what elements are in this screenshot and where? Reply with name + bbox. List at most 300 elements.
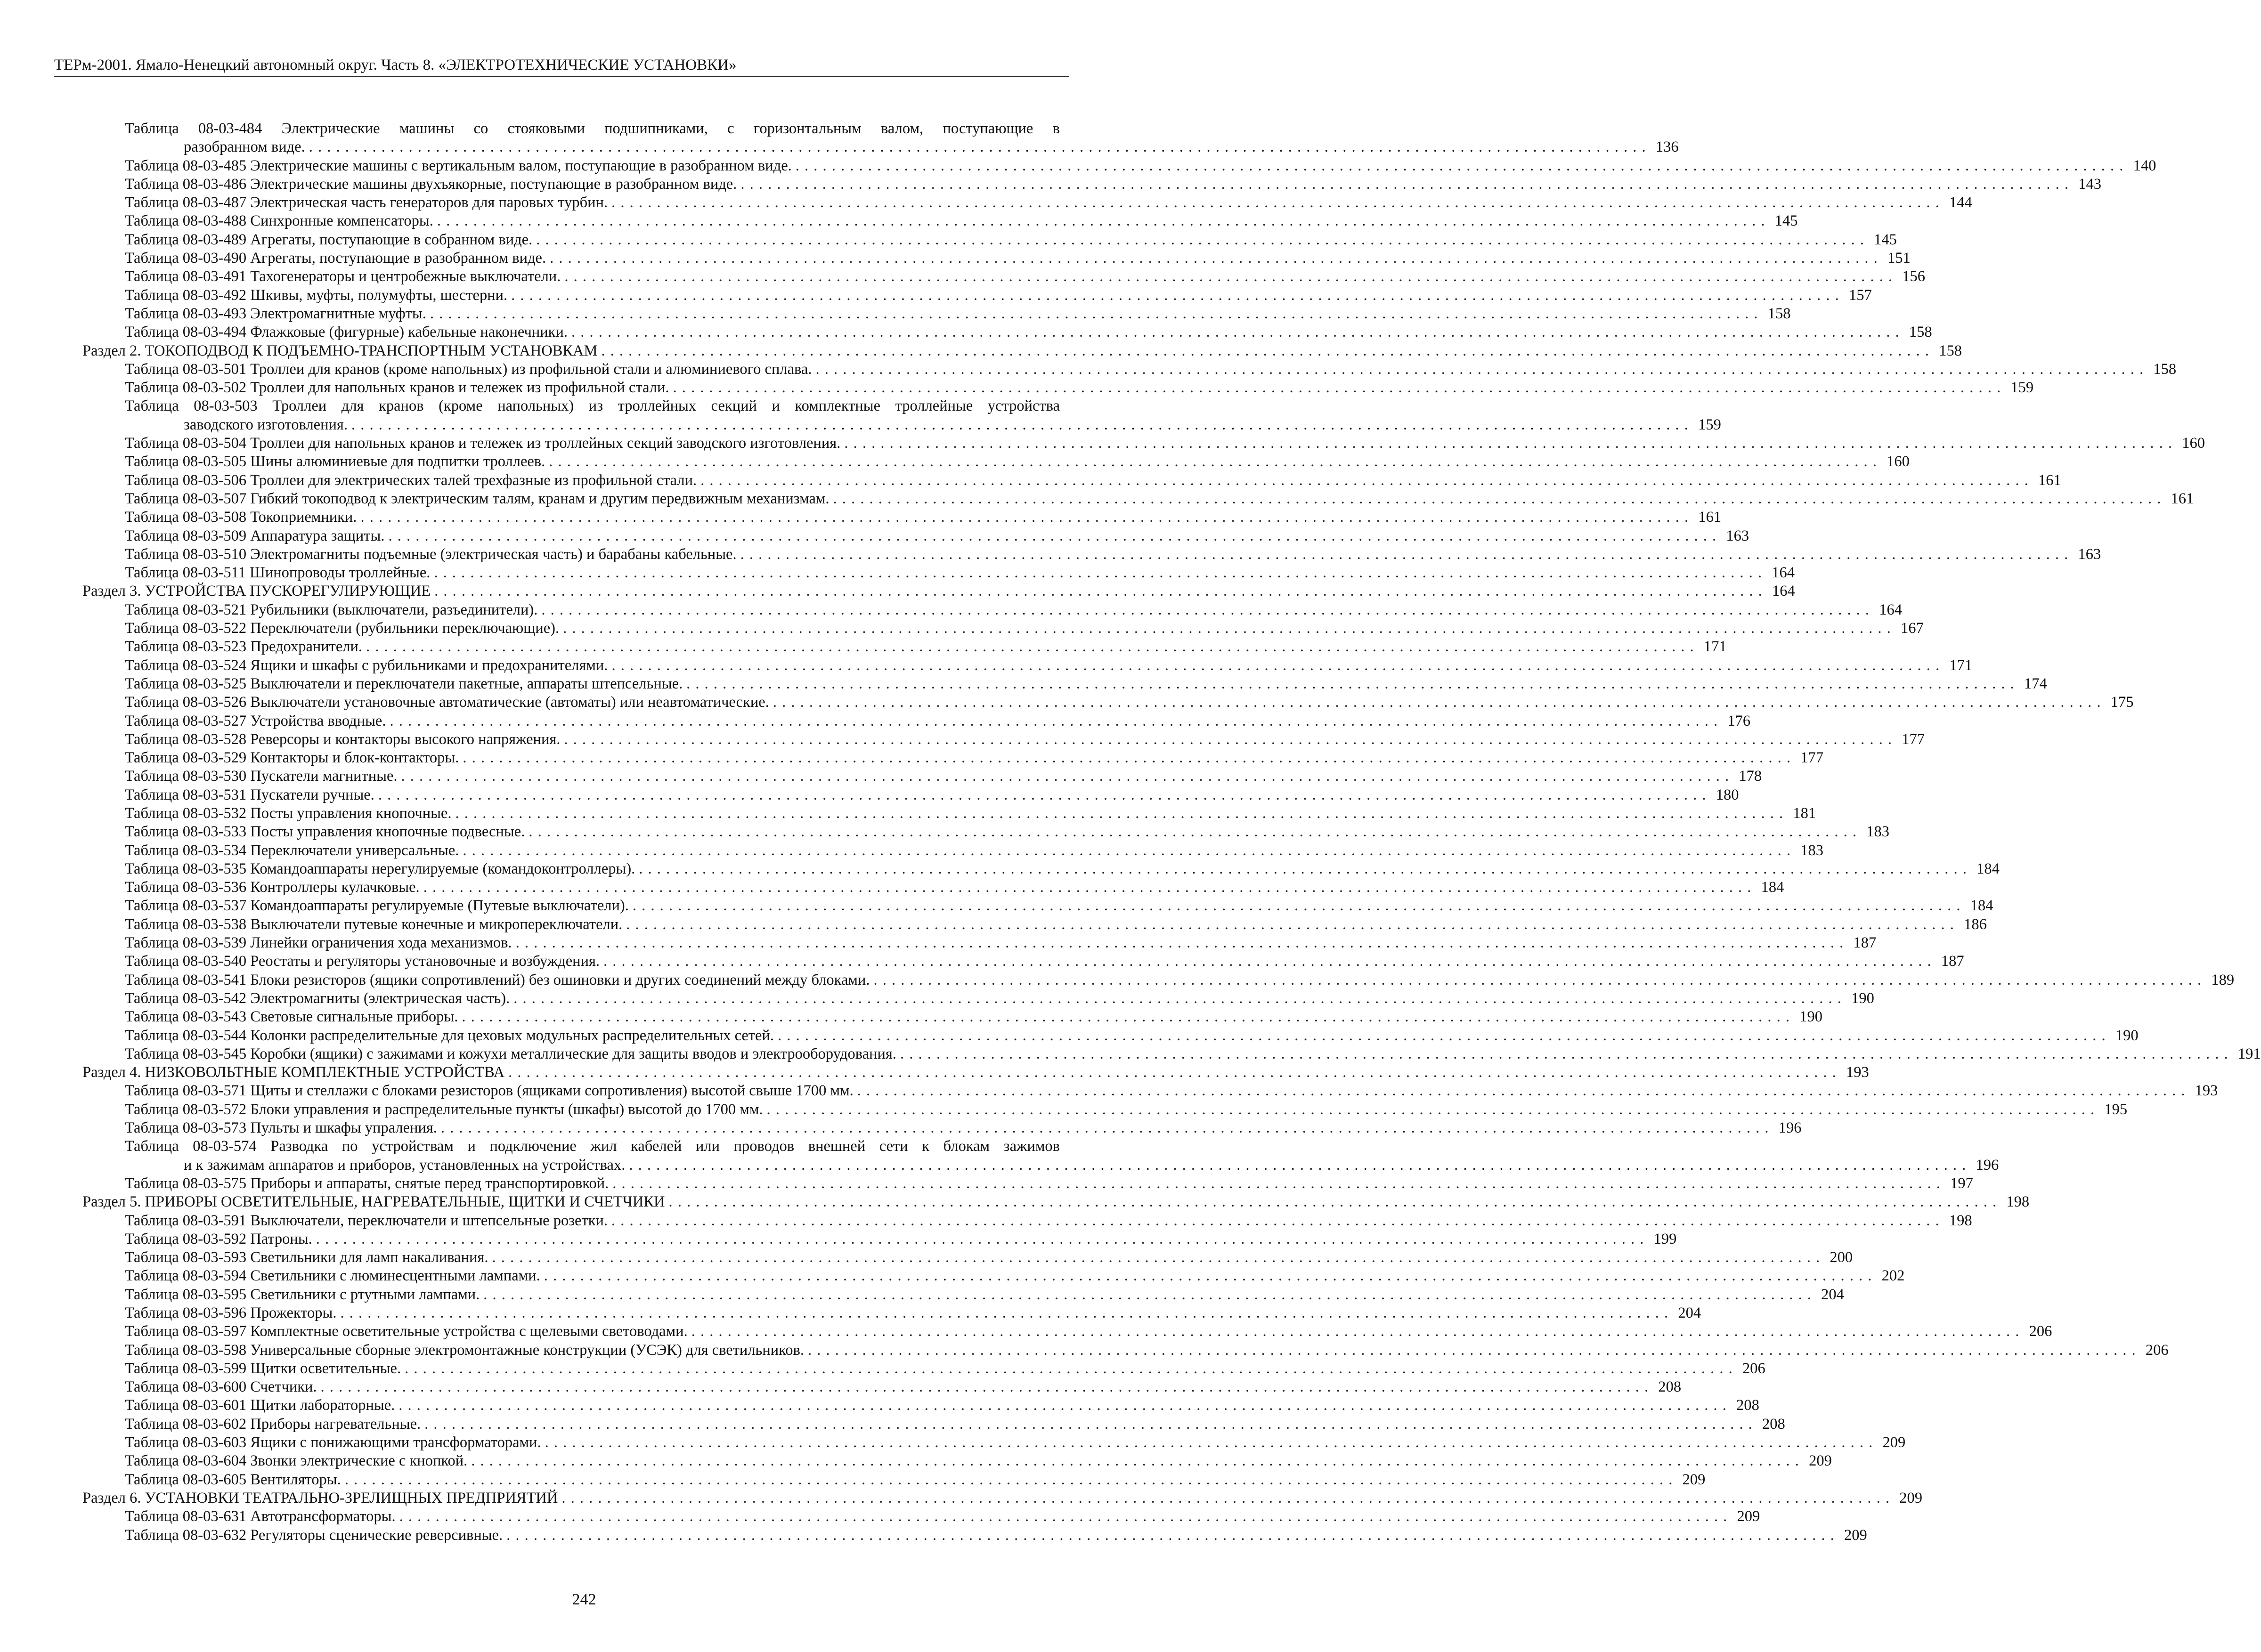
leader-dots: [544, 1267, 1872, 1285]
toc-entry[interactable]: [82, 1507, 1760, 1526]
leader-dots: [626, 915, 1954, 934]
toc-entry-title: Таблица 08-03-507 Гибкий токоподвод к электрическим талям, кранам и другим передвижным механизмам.: [125, 490, 830, 507]
toc-entry[interactable]: [82, 878, 1784, 897]
toc-entry-title: Таблица 08-03-510 Электромагниты подъемные (электрическая часть) и барабаны кабельные.: [125, 545, 737, 563]
toc-entry[interactable]: [82, 804, 1816, 823]
toc-entry-title-continued: заводского изготовления.: [184, 416, 348, 433]
leader-dots: [321, 1378, 1649, 1396]
toc-entry-title: Таблица 08-03-521 Рубильники (выключатели, разъединители).: [125, 601, 538, 618]
leader-dots: [390, 712, 1717, 730]
toc-entry-title: Таблица 08-03-525 Выключатели и переключатели пакетные, аппараты штепсельные.: [125, 675, 683, 692]
toc-page-number: 184: [1761, 879, 1784, 896]
toc-page-number: 183: [1800, 842, 1824, 859]
toc-entry[interactable]: [82, 675, 2047, 693]
toc-page-number: 164: [1772, 583, 1795, 600]
leader-dots: [345, 1471, 1673, 1489]
toc-entry-title: Таблица 08-03-488 Синхронные компенсаторы.: [125, 212, 433, 230]
toc-entry[interactable]: [82, 767, 1762, 786]
toc-entry[interactable]: [82, 656, 1973, 675]
leader-dots: [611, 656, 1939, 675]
toc-entry-title: Таблица 08-03-529 Контакторы и блок-контакторы.: [125, 749, 459, 767]
toc-entry-multiline[interactable]: [82, 120, 1679, 157]
leader-dots: [673, 379, 2001, 397]
toc-page-number: 178: [1739, 768, 1762, 785]
toc-page-number: 190: [1851, 989, 1874, 1007]
toc-entry[interactable]: [82, 323, 1932, 341]
toc-entry-title: Таблица 08-03-538 Выключатели путевые конечные и микропереключатели.: [125, 915, 623, 933]
toc-entry[interactable]: [82, 619, 1924, 638]
toc-entry[interactable]: [82, 934, 1877, 952]
toc-entry[interactable]: [82, 379, 2034, 397]
toc-entry-title: Таблица 08-03-542 Электромагниты (электрическая часть).: [125, 989, 510, 1007]
leader-dots: [639, 860, 1967, 878]
leader-dots: [388, 527, 1716, 545]
toc-entry[interactable]: [82, 1378, 1682, 1396]
toc-entry-title: Таблица 08-03-526 Выключатели установочные автоматические (автоматы) или неавтоматические.: [125, 694, 769, 711]
leader-dots: [340, 1304, 1668, 1322]
leader-dots: [513, 989, 1841, 1008]
toc-entry-title: Таблица 08-03-632 Регуляторы сценические реверсивные.: [125, 1526, 503, 1544]
toc-page-number: 159: [1698, 416, 1721, 433]
toc-page-number: 161: [1698, 509, 1722, 526]
toc-entry-title: Таблица 08-03-492 Шкивы, муфты, полумуфты, шестерни.: [125, 286, 508, 304]
toc-entry-title: Таблица 08-03-509 Аппаратура защиты.: [125, 527, 385, 544]
toc-entry-title: Таблица 08-03-511 Шинопроводы троллейные.: [125, 564, 431, 582]
leader-dots: [561, 1489, 1889, 1507]
toc-entry-line-1: [125, 397, 1060, 415]
toc-entry-title: Таблица 08-03-605 Вентиляторы.: [125, 1471, 341, 1488]
toc-entry-title: Таблица 08-03-536 Контроллеры кулачковые.: [125, 879, 420, 896]
toc-entry-title: Таблица 08-03-527 Устройства вводные.: [125, 712, 386, 729]
leader-dots: [844, 434, 2172, 453]
toc-page-number: 186: [1964, 915, 1987, 933]
toc-entry[interactable]: [82, 545, 2101, 564]
running-header: ТЕРм-2001. Ямало-Ненецкий автономный округ. Часть 8. «ЭЛЕКТРОТЕХНИЧЕСКИЕ УСТАНОВКИ»: [54, 57, 737, 73]
leader-dots: [423, 878, 1751, 897]
leader-dots: [700, 471, 2028, 490]
leader-dots: [434, 582, 1762, 600]
toc-page-number: 196: [1778, 1119, 1802, 1137]
toc-page-number: 164: [1772, 564, 1795, 582]
toc-page-number: 193: [2195, 1082, 2218, 1100]
leader-dots: [529, 823, 1856, 841]
toc-entry[interactable]: [82, 1322, 2052, 1341]
leader-dots: [550, 249, 1878, 267]
toc-section-heading[interactable]: [82, 342, 1962, 360]
toc-entry-title: Таблица 08-03-541 Блоки резисторов (ящики сопротивлений) без ошиновки и других соединений между блоками.: [125, 971, 870, 988]
toc-page-number: 158: [1767, 305, 1791, 322]
toc-entry-title: Таблица 08-03-603 Ящики с понижающими трансформаторами.: [125, 1434, 541, 1451]
toc-entry[interactable]: [82, 508, 1722, 526]
toc-page-number: 209: [1809, 1452, 1832, 1470]
toc-entry[interactable]: [82, 897, 1993, 915]
toc-entry[interactable]: [82, 1433, 1906, 1452]
leader-dots: [611, 1212, 1939, 1230]
toc-page-number: 187: [1941, 953, 1964, 970]
toc-entry-line-1: [125, 1137, 1060, 1156]
toc-entry[interactable]: [82, 249, 1911, 267]
toc-page-number: 156: [1902, 268, 1925, 285]
toc-entry-title: Таблица 08-03-602 Приборы нагревательные.: [125, 1415, 421, 1433]
leader-dots: [430, 305, 1758, 323]
leader-dots: [612, 1174, 1940, 1193]
leader-dots: [455, 804, 1783, 823]
toc-page-number: 209: [1899, 1489, 1923, 1506]
leader-dots: [437, 212, 1765, 230]
toc-page-number: 167: [1900, 620, 1924, 637]
toc-entry[interactable]: [82, 1174, 1973, 1193]
toc-entry-title: Таблица 08-03-530 Пускатели магнитные.: [125, 768, 398, 785]
toc-entry[interactable]: [82, 286, 1872, 305]
toc-entry[interactable]: [82, 1415, 1785, 1433]
toc-page-number: 208: [1736, 1397, 1759, 1414]
toc-entry-title: Таблица 08-03-504 Троллеи для напольных кранов и тележек из троллейных секций заводского изготовления.: [125, 435, 841, 452]
toc-entry[interactable]: [82, 434, 2205, 453]
leader-dots: [471, 1452, 1799, 1470]
toc-entry[interactable]: [82, 1526, 1867, 1545]
toc-entry-title: Таблица 08-03-599 Щитки осветительные.: [125, 1360, 401, 1377]
leader-dots: [463, 842, 1790, 860]
toc-page-number: 206: [1742, 1360, 1765, 1377]
leader-dots: [378, 786, 1706, 804]
leader-dots: [399, 1507, 1727, 1526]
toc-entry-title: Таблица 08-03-506 Троллеи для электрических талей трехфазные из профильной стали.: [125, 471, 697, 489]
toc-entry[interactable]: [82, 305, 1791, 323]
toc-page-number: 190: [1799, 1008, 1823, 1026]
toc-entry-title: Таблица 08-03-503 Троллеи для кранов (кроме напольных) из троллейных секций и комплектные троллейные устройства: [125, 397, 1060, 415]
leader-dots: [424, 1415, 1752, 1433]
toc-entry[interactable]: [82, 749, 1823, 767]
toc-entry[interactable]: [82, 1082, 2218, 1100]
toc-entry[interactable]: [82, 1248, 1853, 1267]
toc-page-number: 144: [1949, 194, 1972, 211]
toc-page-number: 160: [2182, 435, 2205, 452]
toc-entry[interactable]: [82, 712, 1751, 730]
toc-section-heading[interactable]: [82, 582, 1795, 600]
toc-entry[interactable]: [82, 212, 1798, 230]
leader-dots: [483, 1286, 1811, 1304]
toc-entry-title: Таблица 08-03-490 Агрегаты, поступающие в разобранном виде.: [125, 250, 546, 267]
toc-entry-title: Таблица 08-03-524 Ящики и шкафы с рубильниками и предохранителями.: [125, 656, 608, 674]
toc-entry-line-2: [125, 416, 1721, 434]
toc-entry-title: Таблица 08-03-537 Командоаппараты регулируемые (Путевые выключатели).: [125, 897, 629, 915]
toc-entry[interactable]: [82, 231, 1897, 249]
toc-page-number: 209: [1882, 1434, 1906, 1451]
toc-entry-title: Таблица 08-03-545 Коробки (ящики) с зажимами и кожухи металлические для защиты вводов и электрооборудования.: [125, 1045, 896, 1062]
leader-dots: [401, 767, 1729, 786]
leader-dots: [571, 323, 1899, 341]
toc-entry-title: Таблица 08-03-489 Агрегаты, поступающие в собранном виде.: [125, 231, 533, 248]
toc-page-number: 140: [2133, 157, 2156, 174]
header-rule: [54, 76, 1069, 77]
toc-page-number: 177: [1902, 730, 1925, 748]
leader-dots: [541, 601, 1869, 619]
toc-entry[interactable]: [82, 267, 1925, 286]
toc-entry[interactable]: [82, 1452, 1832, 1470]
toc-page-number: 209: [1682, 1471, 1706, 1488]
toc-entry-title: Таблица 08-03-484 Электрические машины со стояковыми подшипниками, с горизонтальным валом, поступающие в: [125, 120, 1060, 137]
toc-entry-title: Таблица 08-03-505 Шины алюминиевые для подпитки троллеев.: [125, 453, 545, 470]
toc-section-heading[interactable]: [82, 1063, 1869, 1082]
toc-entry[interactable]: [82, 842, 1824, 860]
leader-dots: [611, 194, 1939, 212]
toc-page-number: 145: [1774, 212, 1798, 230]
toc-page-number: 193: [1846, 1064, 1869, 1081]
leader-dots: [316, 1230, 1644, 1248]
toc-page-number: 198: [1949, 1212, 1972, 1229]
toc-entry-title: Таблица 08-03-604 Звонки электрические с кнопкой.: [125, 1452, 468, 1470]
toc-entry[interactable]: [82, 194, 1972, 212]
toc-entry-title-continued: и к зажимам аппаратов и приборов, установленных на устройствах.: [184, 1156, 626, 1174]
toc-page-number: 191: [2237, 1045, 2261, 1062]
leader-dots: [434, 564, 1762, 582]
toc-entry[interactable]: [82, 175, 2101, 194]
toc-entry[interactable]: [82, 971, 2235, 989]
toc-entry-title: Таблица 08-03-540 Реостаты и регуляторы установочные и возбуждения.: [125, 953, 600, 970]
toc-entry[interactable]: [82, 1286, 1844, 1304]
toc-entry-line-1: [125, 120, 1060, 138]
toc-page-number: 190: [2115, 1027, 2139, 1044]
leader-dots: [633, 897, 1960, 915]
toc-page-number: 151: [1887, 250, 1911, 267]
toc-page-number: 163: [2078, 545, 2101, 563]
leader-dots: [857, 1082, 2185, 1100]
toc-page-number: 160: [1887, 453, 1910, 470]
toc-entry[interactable]: [82, 1101, 2128, 1119]
toc-page-number: 171: [1703, 638, 1727, 656]
toc-page-number: 202: [1881, 1267, 1905, 1285]
toc-entry-title: Таблица 08-03-486 Электрические машины двухъякорные, поступающие в разобранном виде.: [125, 175, 737, 193]
toc-page-number: 208: [1658, 1378, 1682, 1396]
toc-page-number: 145: [1874, 231, 1897, 248]
toc-entry-title: Таблица 08-03-494 Флажковые (фигурные) кабельные наконечники.: [125, 324, 568, 341]
leader-dots: [508, 1063, 1836, 1082]
toc-entry[interactable]: [82, 786, 1739, 804]
toc-page-number: 208: [1762, 1415, 1785, 1433]
leader-dots: [773, 693, 2101, 712]
toc-page-number: 159: [2010, 379, 2034, 397]
toc-page-number: 158: [2153, 360, 2177, 378]
toc-entry-title: Таблица 08-03-485 Электрические машины с вертикальным валом, поступающие в разобранном виде.: [125, 157, 792, 174]
toc-entry-title: Таблица 08-03-533 Посты управления кнопочные подвесные.: [125, 823, 525, 841]
leader-dots: [686, 675, 2014, 693]
leader-dots: [564, 730, 1892, 749]
toc-page-number: 161: [2171, 490, 2194, 507]
toc-entry[interactable]: [82, 157, 2156, 175]
toc-entry[interactable]: [82, 823, 1889, 841]
toc-section-heading[interactable]: [82, 1489, 1923, 1507]
toc-page-number: 196: [1976, 1156, 1999, 1174]
toc-page-number: 143: [2078, 175, 2101, 193]
leader-dots: [545, 1433, 1873, 1452]
toc-page-number: 174: [2024, 675, 2047, 692]
leader-dots: [873, 971, 2201, 989]
toc-entry-title-continued: разобранном виде.: [184, 138, 305, 156]
leader-dots: [601, 342, 1929, 360]
toc-page-number: 209: [1844, 1526, 1867, 1544]
toc-entry[interactable]: [82, 1008, 1823, 1026]
toc-entry-title: Таблица 08-03-532 Посты управления кнопочные.: [125, 804, 452, 822]
toc-entry-title: Таблица 08-03-523 Предохранители.: [125, 638, 363, 656]
toc-entry-title: Таблица 08-03-493 Электромагнитные муфты.: [125, 305, 426, 322]
toc-entry-title: Таблица 08-03-631 Автотрансформаторы.: [125, 1508, 396, 1525]
toc-entry-line-2: [125, 138, 1679, 156]
leader-dots: [536, 231, 1864, 249]
toc-entry-title: Таблица 08-03-535 Командоаппараты нерегулируемые (командоконтроллеры).: [125, 860, 635, 877]
toc-entry[interactable]: [82, 1045, 2261, 1063]
leader-dots: [516, 934, 1844, 952]
table-of-contents: [82, 120, 2261, 1545]
toc-page-number: 206: [2029, 1323, 2052, 1340]
toc-entry-title: Таблица 08-03-539 Линейки ограничения хода механизмов.: [125, 934, 512, 952]
toc-entry[interactable]: [82, 527, 1749, 545]
toc-page-number: 177: [1800, 749, 1823, 767]
toc-entry[interactable]: [82, 1304, 1701, 1322]
toc-page-number: 204: [1821, 1286, 1844, 1303]
leader-dots: [506, 1526, 1834, 1545]
toc-entry[interactable]: [82, 564, 1795, 582]
toc-entry[interactable]: [82, 1212, 1972, 1230]
toc-entry[interactable]: [82, 989, 1874, 1008]
toc-entry-title: Таблица 08-03-596 Прожекторы.: [125, 1304, 337, 1321]
page-number: 242: [572, 1591, 596, 1608]
toc-entry[interactable]: [82, 360, 2177, 379]
leader-dots: [463, 749, 1790, 767]
toc-entry[interactable]: [82, 1396, 1759, 1415]
leader-dots: [405, 1360, 1732, 1378]
toc-section-heading[interactable]: [82, 1193, 2030, 1211]
leader-dots: [366, 638, 1694, 656]
leader-dots: [629, 1156, 1966, 1174]
toc-page-number: 197: [1950, 1174, 1973, 1192]
leader-dots: [796, 157, 2123, 175]
toc-entry-title: Таблица 08-03-502 Троллеи для напольных кранов и тележек из профильной стали.: [125, 379, 669, 397]
toc-page-number: 161: [2038, 471, 2061, 489]
toc-page-number: 171: [1949, 656, 1973, 674]
toc-page-number: 184: [1976, 860, 2000, 877]
toc-entry[interactable]: [82, 730, 1925, 749]
leader-dots: [563, 619, 1891, 638]
toc-entry-title: Таблица 08-03-528 Реверсоры и контакторы высокого напряжения.: [125, 730, 561, 748]
toc-entry[interactable]: [82, 915, 1987, 934]
toc-entry-title: Таблица 08-03-592 Патроны.: [125, 1230, 312, 1247]
toc-page-number: 183: [1866, 823, 1889, 841]
toc-page-number: 164: [1879, 601, 1902, 618]
leader-dots: [511, 286, 1839, 305]
toc-page-number: 158: [1909, 324, 1932, 341]
toc-page-number: 163: [1726, 527, 1749, 544]
toc-entry-title: Таблица 08-03-600 Счетчики.: [125, 1378, 317, 1396]
section-title: Раздел 6. УСТАНОВКИ ТЕАТРАЛЬНО-ЗРЕЛИЩНЫХ ПРЕДПРИЯТИЙ: [82, 1489, 558, 1506]
leader-dots: [900, 1045, 2228, 1063]
toc-entry[interactable]: [82, 1341, 2169, 1360]
toc-entry-title: Таблица 08-03-543 Световые сигнальные приборы.: [125, 1008, 458, 1026]
toc-entry-title: Таблица 08-03-501 Троллеи для кранов (кроме напольных) из профильной стали и алюминиевого сплава.: [125, 360, 812, 378]
leader-dots: [778, 1027, 2106, 1045]
toc-entry[interactable]: [82, 1471, 1706, 1489]
toc-entry[interactable]: [82, 1027, 2139, 1045]
leader-dots: [462, 1008, 1789, 1026]
toc-entry[interactable]: [82, 1267, 1905, 1285]
toc-entry-title: Таблица 08-03-573 Пульты и шкафы упраления.: [125, 1119, 437, 1137]
section-title: Раздел 2. ТОКОПОДВОД К ПОДЪЕМНО-ТРАНСПОРТНЫМ УСТАНОВКАМ: [82, 342, 598, 359]
toc-entry[interactable]: [82, 1230, 1677, 1248]
toc-entry-title: Таблица 08-03-491 Тахогенераторы и центробежные выключатели.: [125, 268, 561, 285]
toc-entry-title: Таблица 08-03-571 Щиты и стеллажи с блоками резисторов (ящиками сопротивления) высотой свыше 1700 мм.: [125, 1082, 854, 1100]
toc-entry[interactable]: [82, 1119, 1802, 1137]
leader-dots: [399, 1396, 1726, 1415]
toc-entry[interactable]: [82, 1360, 1765, 1378]
leader-dots: [740, 175, 2068, 194]
leader-dots: [351, 416, 1688, 434]
toc-page-number: 189: [2211, 971, 2235, 988]
leader-dots: [691, 1322, 2019, 1341]
toc-page-number: 180: [1716, 786, 1739, 803]
toc-entry-title: Таблица 08-03-531 Пускатели ручные.: [125, 786, 374, 803]
toc-entry[interactable]: [82, 601, 1902, 619]
toc-entry[interactable]: [82, 638, 1727, 656]
toc-entry-title: Таблица 08-03-534 Переключатели универсальные.: [125, 842, 459, 859]
toc-entry-title: Таблица 08-03-508 Токоприемники.: [125, 509, 357, 526]
section-title: Раздел 5. ПРИБОРЫ ОСВЕТИТЕЛЬНЫЕ, НАГРЕВАТЕЛЬНЫЕ, ЩИТКИ И СЧЕТЧИКИ: [82, 1193, 665, 1211]
leader-dots: [740, 545, 2068, 564]
toc-page-number: 187: [1853, 934, 1877, 952]
leader-dots: [815, 360, 2143, 379]
toc-entry[interactable]: [82, 952, 1964, 971]
toc-entry-title: Таблица 08-03-597 Комплектные осветительные устройства с щелевыми световодами.: [125, 1323, 688, 1340]
toc-entry-title: Таблица 08-03-591 Выключатели, переключатели и штепсельные розетки.: [125, 1212, 608, 1229]
toc-entry[interactable]: [82, 490, 2194, 508]
leader-dots: [603, 952, 1931, 971]
section-title: Раздел 4. НИЗКОВОЛЬТНЫЕ КОМПЛЕКТНЫЕ УСТРОЙСТВА: [82, 1064, 505, 1081]
toc-page-number: 136: [1655, 138, 1679, 156]
toc-entry[interactable]: [82, 471, 2061, 490]
toc-entry-title: Таблица 08-03-595 Светильники с ртутными лампами.: [125, 1286, 480, 1303]
toc-entry-title: Таблица 08-03-572 Блоки управления и распределительные пункты (шкафы) высотой до 1700 мм.: [125, 1101, 763, 1118]
toc-entry-title: Таблица 08-03-544 Колонки распределительные для цеховых модульных распределительных сетей.: [125, 1027, 774, 1044]
toc-entry[interactable]: [82, 693, 2134, 712]
toc-page-number: 206: [2145, 1341, 2169, 1359]
toc-entry-title: Таблица 08-03-598 Универсальные сборные электромонтажные конструкции (УСЭК) для светильников.: [125, 1341, 805, 1359]
toc-entry-title: Таблица 08-03-487 Электрическая часть генераторов для паровых турбин.: [125, 194, 608, 211]
toc-entry-multiline[interactable]: [82, 1137, 1999, 1174]
leader-dots: [767, 1101, 2095, 1119]
toc-page-number: 181: [1793, 804, 1816, 822]
leader-dots: [669, 1193, 1997, 1211]
toc-entry[interactable]: [82, 453, 1910, 471]
toc-entry-title: Таблица 08-03-575 Приборы и аппараты, снятые перед транспортировкой.: [125, 1174, 609, 1192]
toc-page-number: 199: [1653, 1230, 1677, 1247]
toc-entry[interactable]: [82, 860, 2000, 878]
toc-entry-line-2: [125, 1156, 1999, 1174]
toc-page-number: 158: [1939, 342, 1962, 359]
toc-entry-title: Таблица 08-03-594 Светильники с люминесцентными лампами.: [125, 1267, 540, 1285]
leader-dots: [441, 1119, 1769, 1137]
toc-entry-title: Таблица 08-03-601 Щитки лабораторные.: [125, 1397, 395, 1414]
toc-page-number: 184: [1970, 897, 1993, 915]
section-title: Раздел 3. УСТРОЙСТВА ПУСКОРЕГУЛИРУЮЩИЕ: [82, 583, 431, 600]
toc-entry-multiline[interactable]: [82, 397, 1721, 434]
toc-page-number: 176: [1727, 712, 1751, 729]
toc-entry-title: Таблица 08-03-574 Разводка по устройствам и подключение жил кабелей или проводов внешней сети к блокам зажимов: [125, 1138, 1060, 1155]
leader-dots: [549, 453, 1877, 471]
toc-page-number: 200: [1830, 1249, 1853, 1266]
leader-dots: [808, 1341, 2136, 1360]
toc-entry-title: Таблица 08-03-593 Светильники для ламп накаливания.: [125, 1249, 488, 1266]
toc-page-number: 157: [1848, 286, 1872, 304]
toc-page-number: 175: [2110, 694, 2134, 711]
toc-page-number: 195: [2104, 1101, 2128, 1118]
